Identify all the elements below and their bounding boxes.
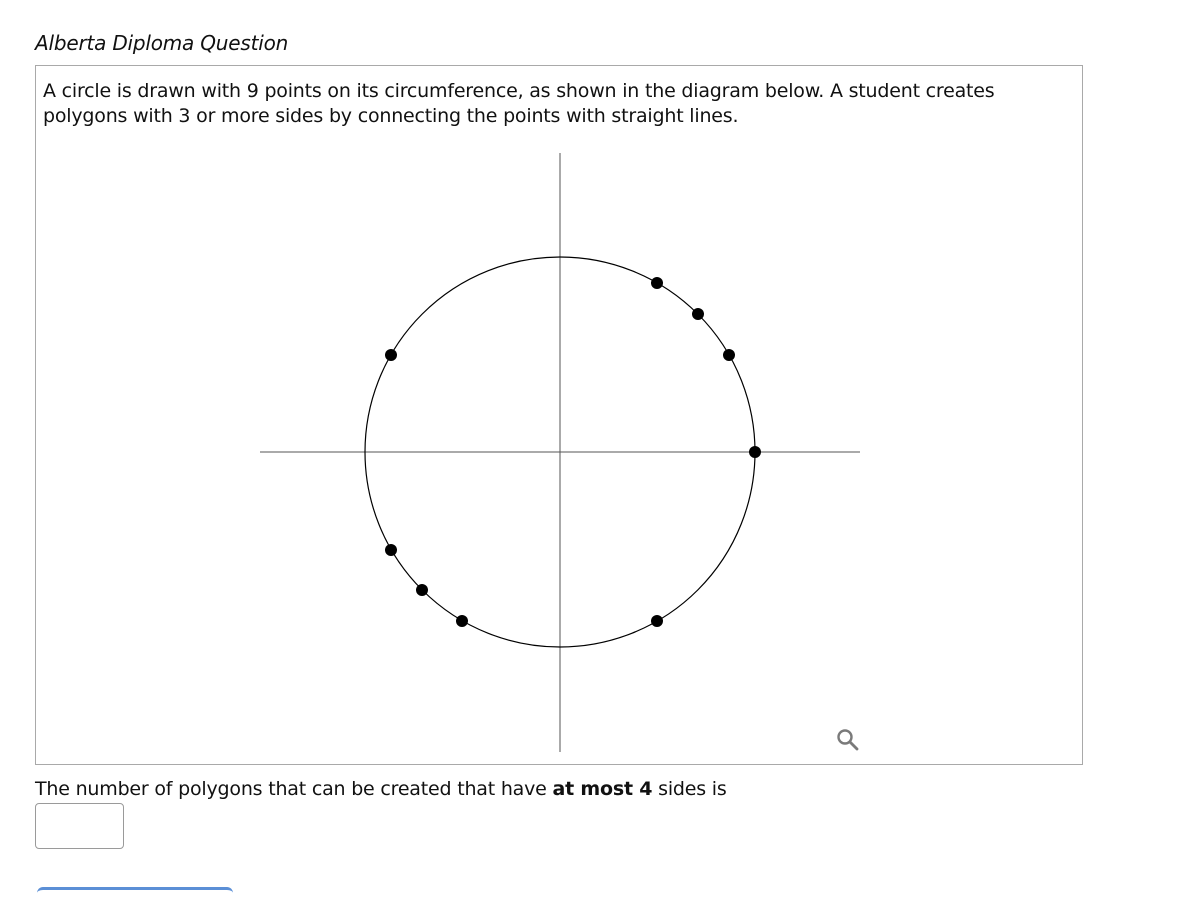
question-text: A circle is drawn with 9 points on its circumference, as shown in the diagram below. A student creates polygons with 3 or more sides by connecting the points with straight lines. [43,80,995,127]
circle-point-5 [385,349,397,361]
answer-prompt-end: sides is [652,778,727,800]
answer-prompt-emphasis: at most 4 [552,778,653,800]
circle-point-7 [416,584,428,596]
submit-button[interactable] [37,887,233,907]
circle-point-6 [385,544,397,556]
circle-point-8 [456,615,468,627]
circle-point-1 [749,446,761,458]
question-panel [35,65,1083,765]
answer-input[interactable] [35,803,124,849]
question-heading: Alberta Diploma Question [35,31,289,55]
circle-diagram [36,66,1082,764]
circle-point-4 [651,277,663,289]
magnifier-icon[interactable] [835,727,861,753]
answer-prompt-start: The number of polygons that can be created that have [35,778,553,800]
answer-prompt [35,776,727,802]
circle-point-3 [692,308,704,320]
circle-point-2 [723,349,735,361]
circle-point-9 [651,615,663,627]
